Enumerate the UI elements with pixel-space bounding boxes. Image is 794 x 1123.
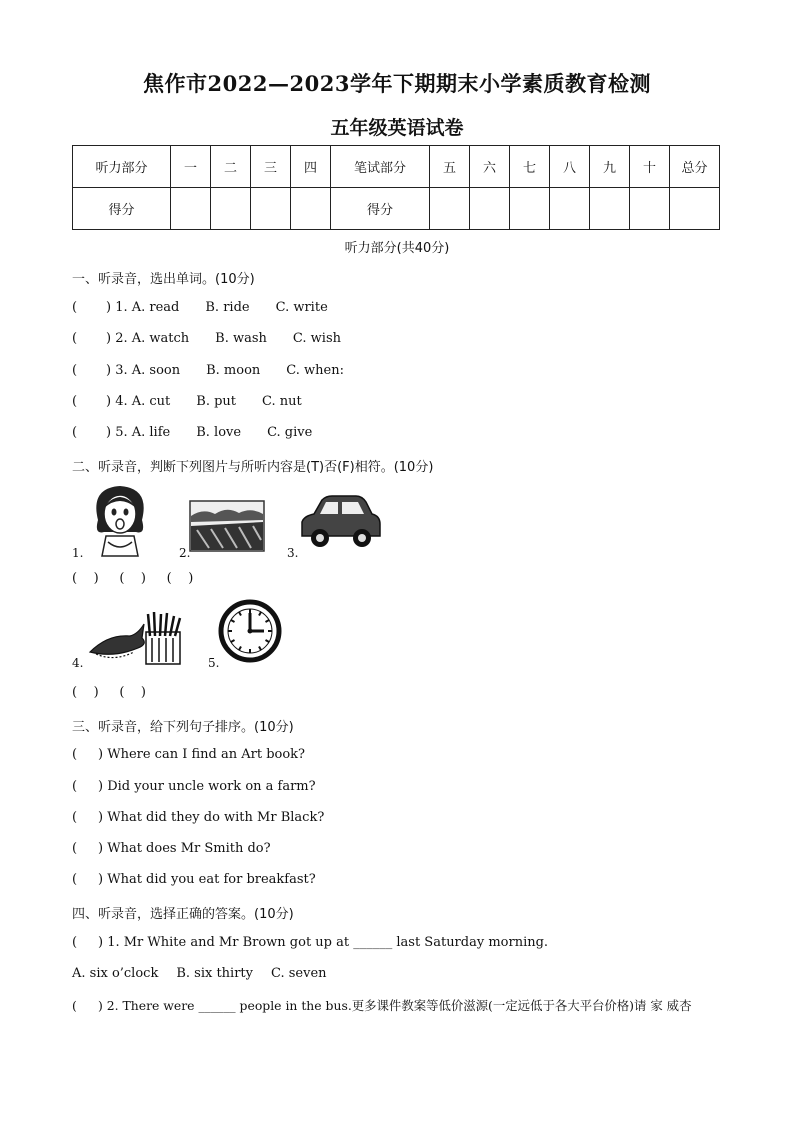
section1-heading: 一、听录音，选出单词。(10分)	[72, 272, 255, 287]
score-cell[interactable]	[171, 188, 211, 230]
section3-sentence	[72, 841, 271, 856]
score-label: 得分	[73, 188, 171, 230]
score-cell[interactable]	[630, 188, 670, 230]
section1-question	[72, 331, 341, 346]
score-header-cell: 七	[510, 146, 550, 188]
exam-title: 焦作市2022—2023学年下期期末小学素质教育检测	[143, 71, 651, 96]
score-header-cell: 笔试部分	[331, 146, 430, 188]
score-cell[interactable]	[430, 188, 470, 230]
section3-sentence	[72, 747, 305, 762]
section4-question-1	[72, 935, 548, 950]
score-header-cell: 总分	[670, 146, 720, 188]
score-cell[interactable]	[211, 188, 251, 230]
picture-number: 4.	[72, 656, 84, 670]
answer-paren[interactable]: (	[72, 810, 78, 825]
score-table-score-row	[73, 188, 720, 230]
answer-paren[interactable]: (	[72, 841, 78, 856]
question-option-b: B. ride	[205, 300, 250, 315]
picture-number: 1.	[72, 546, 84, 560]
score-cell[interactable]	[251, 188, 291, 230]
option-b: B. six thirty	[176, 966, 253, 981]
picture-number: 3.	[287, 546, 299, 560]
score-table-header-row	[73, 146, 720, 188]
score-cell[interactable]	[510, 188, 550, 230]
section3-sentence	[72, 779, 316, 794]
sentence-text: ) What did they do with Mr Black?	[98, 810, 325, 825]
question-text: ) 2. There were ______ people in the bus.更多课件教案等低价滋源(一定远低于各大平台价格)请 家 威杏	[98, 998, 692, 1013]
car-picture	[296, 492, 384, 554]
answer-paren[interactable]: (	[72, 331, 78, 346]
section1-question	[72, 300, 328, 315]
question-option-a: ) 3. A. soon	[106, 363, 181, 378]
score-cell[interactable]	[470, 188, 510, 230]
girl-picture	[80, 480, 160, 558]
section1-question	[72, 425, 312, 440]
question-option-c: C. give	[267, 425, 313, 440]
section3-sentence	[72, 810, 324, 825]
section2-heading: 二、听录音，判断下列图片与所听内容是(T)否(F)相符。(10分)	[72, 460, 434, 475]
answer-paren[interactable]: (	[72, 363, 78, 378]
question-option-a: ) 4. A. cut	[106, 394, 171, 409]
answer-paren[interactable]: (	[72, 935, 78, 950]
section1-question	[72, 394, 302, 409]
score-cell[interactable]	[291, 188, 331, 230]
score-header-cell: 五	[430, 146, 470, 188]
score-header-cell: 四	[291, 146, 331, 188]
sentence-text: ) Where can I find an Art book?	[98, 747, 306, 762]
section4-heading: 四、听录音，选择正确的答案。(10分)	[72, 907, 294, 922]
question-option-b: B. wash	[215, 331, 267, 346]
section4-question-1-options	[72, 966, 345, 981]
score-cell[interactable]	[550, 188, 590, 230]
answer-paren[interactable]: (	[72, 747, 78, 762]
question-option-a: ) 2. A. watch	[106, 331, 190, 346]
question-option-a: ) 1. A. read	[106, 300, 180, 315]
question-option-c: C. write	[275, 300, 328, 315]
option-a: A. six o’clock	[72, 966, 159, 981]
answer-paren[interactable]: (	[72, 300, 78, 315]
score-label: 得分	[331, 188, 430, 230]
section2-brackets-row2[interactable]: ( ) ( )	[72, 685, 147, 700]
section4-question-2	[72, 996, 691, 1014]
section1-question	[72, 363, 344, 378]
score-cell[interactable]	[590, 188, 630, 230]
sentence-text: ) What does Mr Smith do?	[98, 841, 271, 856]
answer-paren[interactable]: (	[72, 998, 77, 1013]
picture-number: 5.	[208, 656, 220, 670]
question-option-c: C. wish	[292, 331, 341, 346]
answer-paren[interactable]: (	[72, 394, 78, 409]
section3-heading: 三、听录音，给下列句子排序。(10分)	[72, 720, 294, 735]
farm-field-picture	[189, 500, 265, 552]
fish-and-chips-picture	[84, 608, 188, 668]
answer-paren[interactable]: (	[72, 425, 78, 440]
question-option-c: C. when:	[286, 363, 344, 378]
score-table	[72, 145, 720, 230]
answer-paren[interactable]: (	[72, 779, 78, 794]
section3-sentence	[72, 872, 316, 887]
question-option-b: B. moon	[206, 363, 261, 378]
answer-paren[interactable]: (	[72, 872, 78, 887]
listening-heading: 听力部分(共40分)	[344, 241, 450, 256]
score-header-cell: 二	[211, 146, 251, 188]
score-header-cell: 九	[590, 146, 630, 188]
score-cell[interactable]	[670, 188, 720, 230]
score-header-cell: 三	[251, 146, 291, 188]
section2-brackets-row1[interactable]: ( ) ( ) ( )	[72, 571, 194, 586]
exam-subtitle: 五年级英语试卷	[330, 117, 464, 139]
score-header-cell: 一	[171, 146, 211, 188]
option-c: C. seven	[270, 966, 327, 981]
question-option-a: ) 5. A. life	[106, 425, 171, 440]
score-header-cell: 六	[470, 146, 510, 188]
question-text: ) 1. Mr White and Mr Brown got up at ______ last Saturday morning.	[98, 935, 549, 950]
sentence-text: ) Did your uncle work on a farm?	[98, 779, 316, 794]
picture-number: 2.	[179, 546, 191, 560]
score-header-cell: 听力部分	[73, 146, 171, 188]
question-option-b: B. put	[196, 394, 237, 409]
question-option-c: C. nut	[262, 394, 302, 409]
sentence-text: ) What did you eat for breakfast?	[98, 872, 316, 887]
score-header-cell: 十	[630, 146, 670, 188]
clock-picture	[218, 598, 282, 664]
question-option-b: B. love	[196, 425, 242, 440]
score-header-cell: 八	[550, 146, 590, 188]
